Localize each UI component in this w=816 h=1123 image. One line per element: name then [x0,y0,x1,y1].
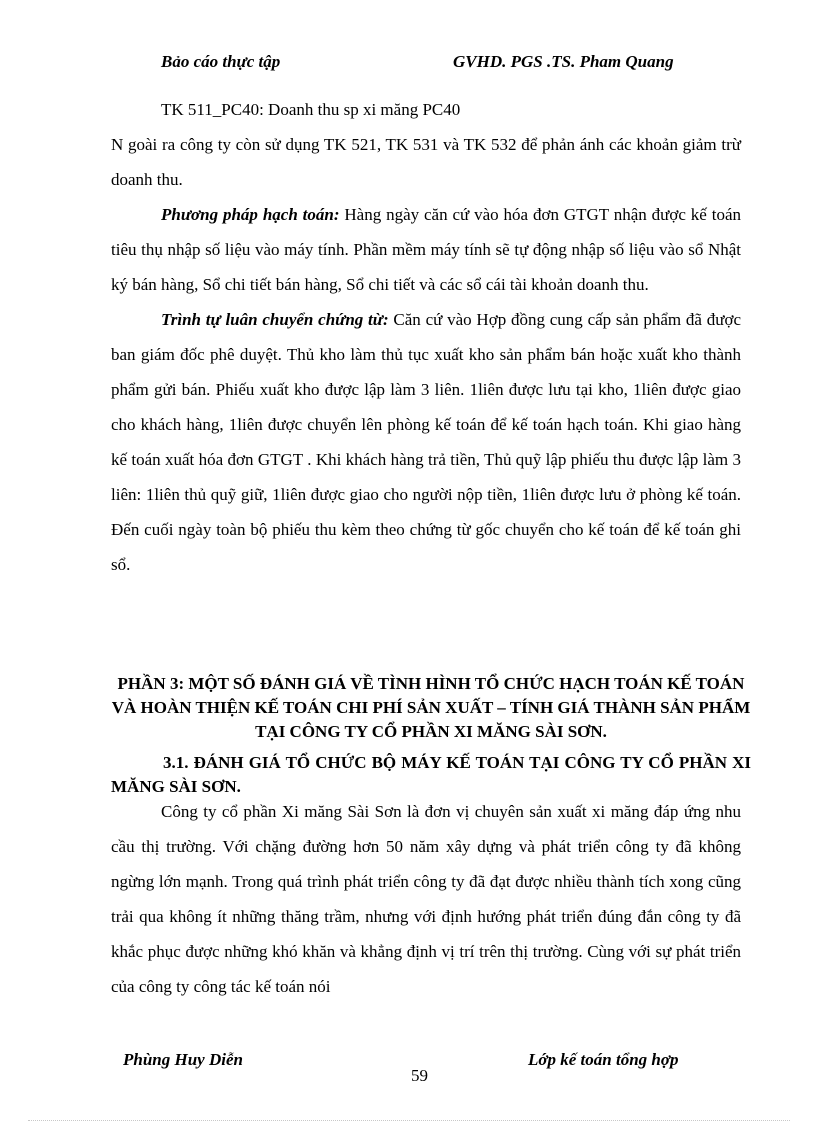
section-3-1-body [111,794,741,1004]
footer-class-name: Lớp kế toán tổng hợp [528,1050,679,1069]
accounting-method-text: Hàng ngày căn cứ vào hóa đơn GTGT nhận được kế toán tiêu thụ nhập số liệu vào máy tính. Phần mềm máy tính sẽ tự động nhập số liệu vào sổ Nhật ký bán hàng, Sổ chi tiết bán hàng, Sổ chi tiết và các sổ cái tài khoản doanh thu. [111,205,741,294]
header-author-report: Bảo cáo thực tập [161,52,281,71]
account-line: TK 511_PC40: Doanh thu sp xi măng PC40 [161,100,461,119]
footer-student-name: Phùng Huy Diễn [123,1050,243,1069]
document-flow-text: Căn cứ vào Hợp đồng cung cấp sản phẩm đã được ban giám đốc phê duyệt. Thủ kho làm thủ tục xuất kho sản phẩm bán hoặc xuất kho thành phẩm gửi bán. Phiếu xuất kho được lập làm 3 liên. 1liên được lưu tại kho, 1liên được giao cho khách hàng, 1liên được chuyển lên phòng kế toán để kế toán hạch toán. Khi giao hàng kế toán xuất hóa đơn GTGT . Khi khách hàng trả tiền, Thủ quỹ lập phiếu thu được lập làm 3 liên: 1liên thủ quỹ giữ, 1liên được giao cho người nộp tiền, 1liên được lưu ở phòng kế toán. Đến cuối ngày toàn bộ phiếu thu kèm theo chứng từ gốc chuyển cho kế toán để kế toán ghi sổ. [111,310,741,574]
part3-heading: PHẦN 3: MỘT SỐ ĐÁNH GIÁ VỀ TÌNH HÌNH TỔ CHỨC HẠCH TOÁN KẾ TOÁN VÀ HOÀN THIỆN KẾ TOÁN CHI PHÍ SẢN XUẤT – TÍNH GIÁ THÀNH SẢN PHẨM TẠI CÔNG TY CỔ PHẦN XI MĂNG SÀI SƠN. [111,674,751,741]
section-3-1-heading: 3.1. ĐÁNH GIÁ TỔ CHỨC BỘ MÁY KẾ TOÁN TẠI CÔNG TY CỔ PHẦN XI MĂNG SÀI SƠN. [111,753,751,796]
term-document-flow: Trình tự luân chuyển chứng từ: [161,310,389,329]
section-revenue-accounting [111,92,741,582]
header-supervisor: GVHD. PGS .TS. Pham Quang [453,52,674,71]
paragraph-company-overview: Công ty cổ phần Xi măng Sài Sơn là đơn vị chuyên sản xuất xi măng đáp ứng nhu cầu thị trường. Với chặng đường hơn 50 năm xây dựng và phát triển công ty đã không ngừng lớn mạnh. Trong quá trình phát triển công ty đã đạt được nhiều thành tích xong cũng trải qua không ít những thăng trầm, nhưng với định hướng phát triển đúng đắn công ty đã khắc phục được những khó khăn và khẳng định vị trí trên thị trường. Cùng với sự phát triển của công ty công tác kế toán nói [111,802,741,996]
paragraph-document-flow [111,302,741,582]
paragraph-accounting-method [111,197,741,302]
page-bottom-rule [28,1120,790,1121]
page-number: 59 [411,1066,428,1085]
term-accounting-method: Phương pháp hạch toán: [161,205,340,224]
paragraph-other-accounts: N goài ra công ty còn sử dụng TK 521, TK 531 và TK 532 để phản ánh các khoản giảm trừ doanh thu. [111,135,741,189]
